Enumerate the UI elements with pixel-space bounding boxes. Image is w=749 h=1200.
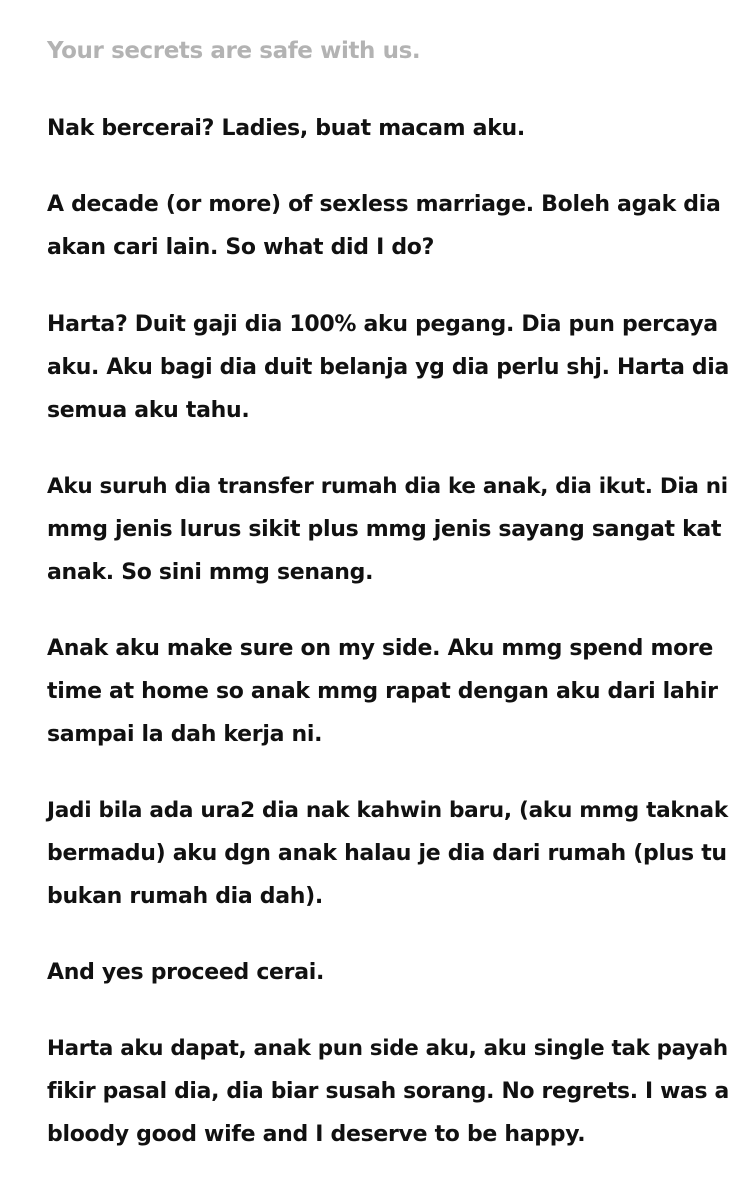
page-tagline: Your secrets are safe with us. xyxy=(47,38,421,64)
paragraph-6 xyxy=(47,789,728,918)
paragraph-1 xyxy=(47,107,707,150)
paragraph-line: bloody good wife and I deserve to be happy. xyxy=(47,1122,586,1147)
paragraph-4 xyxy=(47,465,728,594)
paragraph-line: Aku suruh dia transfer rumah dia ke anak, dia ikut. Dia ni xyxy=(47,474,728,499)
paragraph-line: semua aku tahu. xyxy=(47,398,250,423)
paragraph-line: Nak bercerai? Ladies, buat macam aku. xyxy=(47,116,525,141)
paragraph-line: Anak aku make sure on my side. Aku mmg spend more xyxy=(47,636,714,661)
paragraph-line: time at home so anak mmg rapat dengan aku dari lahir xyxy=(47,679,718,704)
paragraph-line: bukan rumah dia dah). xyxy=(47,884,323,909)
paragraph-2 xyxy=(47,183,721,269)
paragraph-line: sampai la dah kerja ni. xyxy=(47,722,323,747)
paragraph-7 xyxy=(47,951,707,994)
paragraph-8 xyxy=(47,1027,729,1156)
paragraph-line: Harta aku dapat, anak pun side aku, aku single tak payah xyxy=(47,1036,728,1061)
paragraph-line: A decade (or more) of sexless marriage. Boleh agak dia xyxy=(47,192,721,217)
paragraph-line: mmg jenis lurus sikit plus mmg jenis sayang sangat kat xyxy=(47,517,722,542)
paragraph-line: anak. So sini mmg senang. xyxy=(47,560,374,585)
paragraph-line: bermadu) aku dgn anak halau je dia dari rumah (plus tu xyxy=(47,841,727,866)
paragraph-line: Harta? Duit gaji dia 100% aku pegang. Dia pun percaya xyxy=(47,312,718,337)
paragraph-line: Jadi bila ada ura2 dia nak kahwin baru, (aku mmg taknak xyxy=(47,798,728,823)
paragraph-line: And yes proceed cerai. xyxy=(47,960,325,985)
paragraph-3 xyxy=(47,303,729,432)
paragraph-line: aku. Aku bagi dia duit belanja yg dia perlu shj. Harta dia xyxy=(47,355,729,380)
paragraph-5 xyxy=(47,627,718,756)
paragraph-line: akan cari lain. So what did I do? xyxy=(47,235,435,260)
paragraph-line: fikir pasal dia, dia biar susah sorang. No regrets. I was a xyxy=(47,1079,729,1104)
